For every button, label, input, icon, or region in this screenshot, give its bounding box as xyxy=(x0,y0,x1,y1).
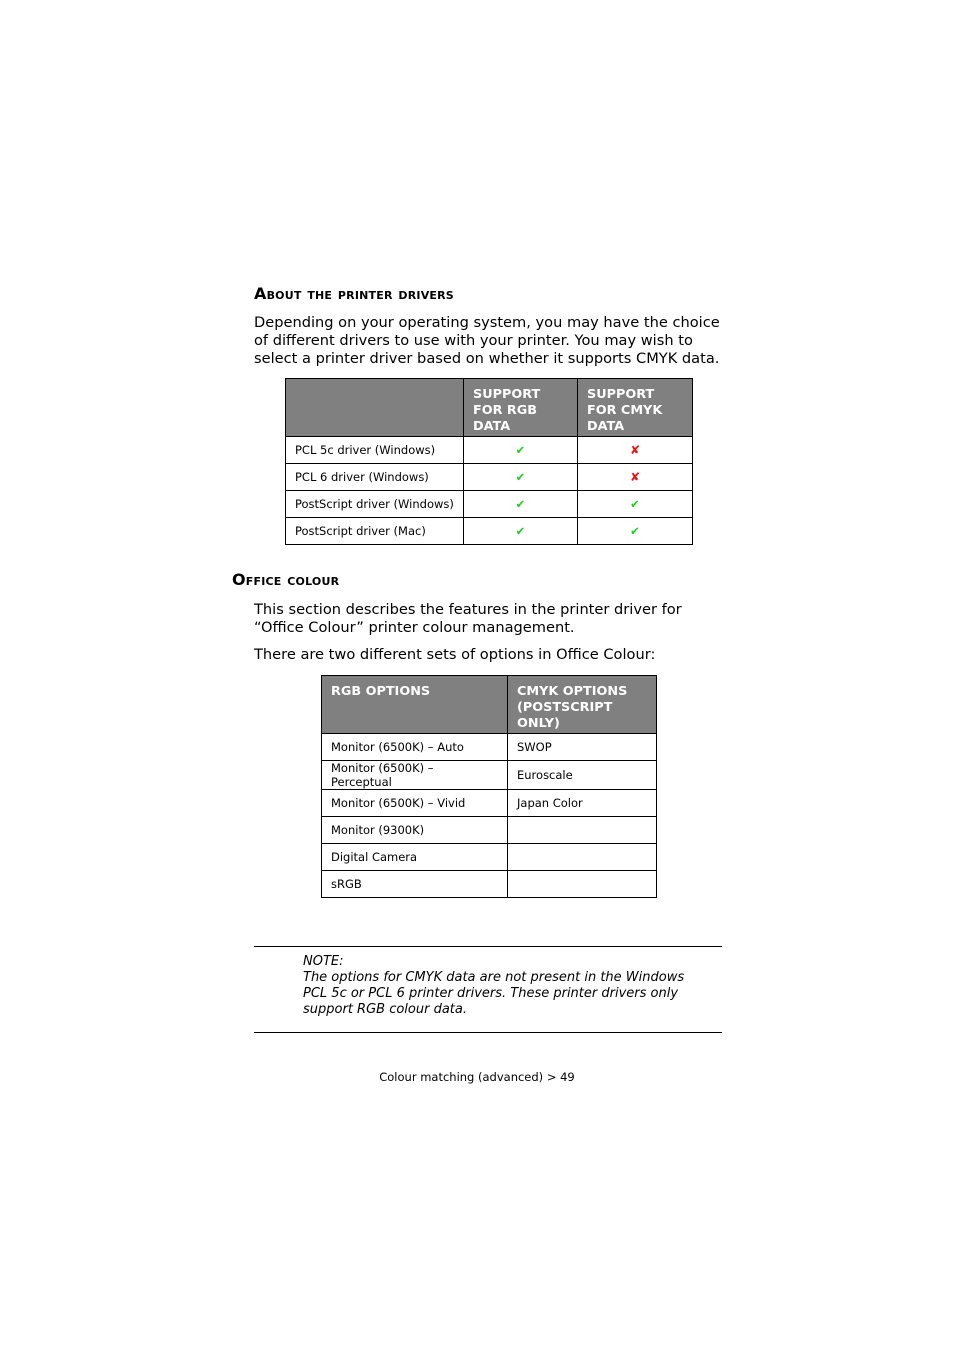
page-footer: Colour matching (advanced) > 49 xyxy=(379,1070,575,1084)
note-box xyxy=(303,954,703,1018)
section-heading-office-colour: Office colour xyxy=(232,570,340,589)
options-table-row xyxy=(322,790,657,817)
driver-column-header xyxy=(286,379,464,437)
options-table-row xyxy=(322,761,657,790)
checkmark-icon: ✔ xyxy=(515,470,526,484)
cmyk-option-cell: SWOP xyxy=(508,734,657,761)
printer-drivers-paragraph: Depending on your operating system, you may have the choice of different drivers to use with your printer. You may wish to select a printer driver based on whether it supports CMYK data. xyxy=(254,314,720,367)
office-colour-paragraph: This section describes the features in the printer driver for “Office Colour” printer colour management. xyxy=(254,601,682,636)
cmyk-option-cell xyxy=(508,817,657,844)
checkmark-icon: ✔ xyxy=(515,443,526,457)
rgb-support-cell xyxy=(464,464,578,491)
driver-name-cell: PostScript driver (Mac) xyxy=(286,518,464,545)
cross-icon: ✘ xyxy=(629,470,641,484)
rgb-support-cell xyxy=(464,437,578,464)
cmyk-option-cell xyxy=(508,871,657,898)
rgb-support-header: SUPPORT FOR RGB DATA xyxy=(464,379,578,437)
cmyk-support-cell xyxy=(578,518,693,545)
note-text: The options for CMYK data are not present in the Windows PCL 5c or PCL 6 printer drivers. These printer drivers only support RGB colour data. xyxy=(303,970,685,1017)
rgb-support-cell xyxy=(464,491,578,518)
rgb-option-cell: Monitor (6500K) – Vivid xyxy=(322,790,508,817)
checkmark-icon: ✔ xyxy=(630,524,640,538)
options-table-header-row xyxy=(322,676,657,734)
cmyk-support-cell xyxy=(578,491,693,518)
cmyk-support-cell xyxy=(578,437,693,464)
options-table-row xyxy=(322,734,657,761)
checkmark-icon: ✔ xyxy=(515,524,526,538)
driver-table-row xyxy=(286,491,693,518)
section-heading-printer-drivers: About the printer drivers xyxy=(254,284,454,303)
cmyk-option-cell: Euroscale xyxy=(508,761,657,790)
driver-support-table xyxy=(285,378,693,545)
driver-name-cell: PostScript driver (Windows) xyxy=(286,491,464,518)
rgb-option-cell: Monitor (9300K) xyxy=(322,817,508,844)
rgb-option-cell: Monitor (6500K) – Perceptual xyxy=(322,761,508,790)
note-label: NOTE: xyxy=(303,954,344,969)
office-colour-options-table xyxy=(321,675,657,898)
driver-table-row xyxy=(286,437,693,464)
driver-name-cell: PCL 5c driver (Windows) xyxy=(286,437,464,464)
driver-name-cell: PCL 6 driver (Windows) xyxy=(286,464,464,491)
note-top-rule xyxy=(254,946,722,947)
rgb-options-header: RGB OPTIONS xyxy=(322,676,508,734)
rgb-option-cell: sRGB xyxy=(322,871,508,898)
checkmark-icon: ✔ xyxy=(630,497,640,511)
cmyk-option-cell: Japan Color xyxy=(508,790,657,817)
cmyk-support-header: SUPPORT FOR CMYK DATA xyxy=(578,379,693,437)
note-bottom-rule xyxy=(254,1032,722,1033)
rgb-support-cell xyxy=(464,518,578,545)
driver-table-row xyxy=(286,518,693,545)
options-table-row xyxy=(322,871,657,898)
rgb-option-cell: Monitor (6500K) – Auto xyxy=(322,734,508,761)
cmyk-options-header: CMYK OPTIONS (POSTSCRIPT ONLY) xyxy=(508,676,657,734)
driver-table-header-row xyxy=(286,379,693,437)
checkmark-icon: ✔ xyxy=(515,497,526,511)
rgb-option-cell: Digital Camera xyxy=(322,844,508,871)
cmyk-option-cell xyxy=(508,844,657,871)
cross-icon: ✘ xyxy=(629,443,641,457)
driver-table-row xyxy=(286,464,693,491)
office-colour-options-intro: There are two different sets of options in Office Colour: xyxy=(254,646,656,663)
cmyk-support-cell xyxy=(578,464,693,491)
options-table-row xyxy=(322,844,657,871)
options-table-row xyxy=(322,817,657,844)
